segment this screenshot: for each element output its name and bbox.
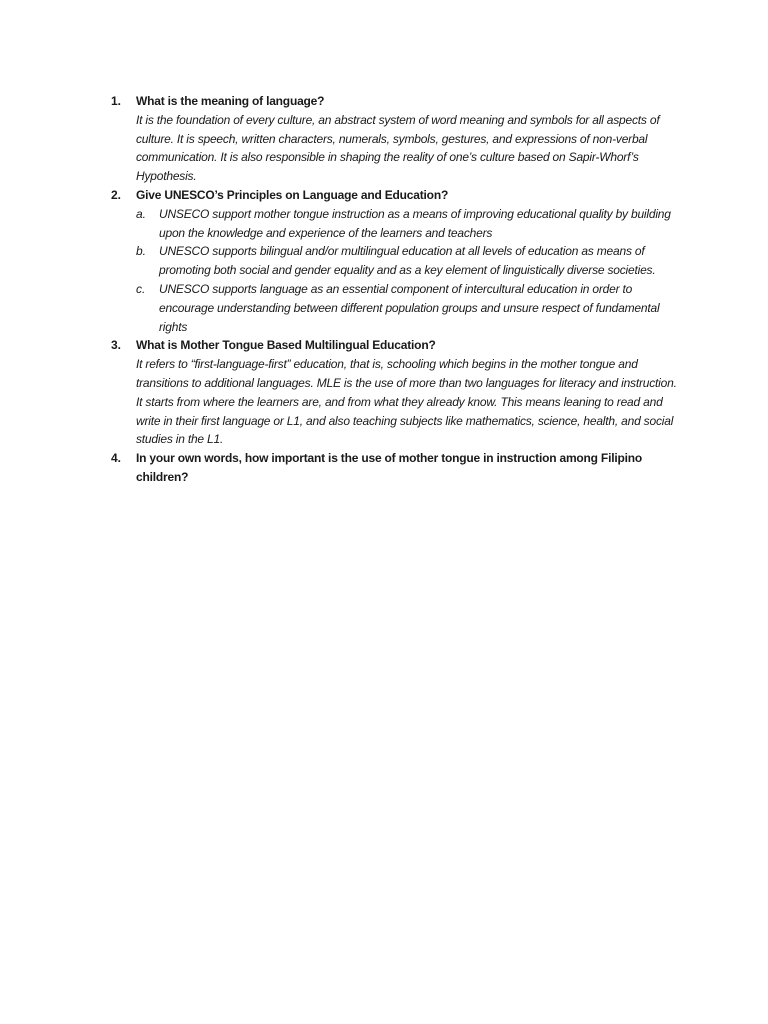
answer-text: It is the foundation of every culture, an abstract system of word meaning and symbols for all aspects of culture. It is speech, written characters, numerals, symbols, gestures, and expressions of non-verbal communication. It is also responsible in shaping the reality of one’s culture based on Sapir-Whorf’s Hypothesis. bbox=[136, 112, 660, 184]
question-number: 3. bbox=[111, 338, 122, 353]
question-number: 1. bbox=[111, 94, 122, 108]
principle-letter: b. bbox=[136, 244, 147, 259]
question-item-2 bbox=[111, 186, 681, 336]
answer-text: It refers to “first-language-first” education, that is, schooling which begins in the mother tongue and transitions to additional languages. MLE is the use of more than two languages for literacy and instruction. It starts from where the learners are, and from what they already know. This means leaning to read and write in their first language or L1, and also teaching subjects like mathematics, science, health, and social studies in the L1. bbox=[136, 357, 677, 447]
question-text: Give UNESCO’s Principles on Language and Education? bbox=[136, 187, 449, 202]
principles-list bbox=[136, 205, 681, 337]
question-list bbox=[111, 92, 681, 487]
question-text: In your own words, how important is the use of mother tongue in instruction among Filipino children? bbox=[136, 451, 642, 484]
principle-item-c bbox=[136, 280, 681, 336]
question-item-1 bbox=[111, 92, 681, 186]
principle-text: UNESCO supports bilingual and/or multilingual education at all levels of education as means of promoting both social and gender equality and as a key element of linguistically diverse societies. bbox=[159, 244, 656, 278]
question-number: 2. bbox=[111, 187, 122, 202]
principle-letter: a. bbox=[136, 206, 147, 221]
question-number: 4. bbox=[111, 451, 122, 466]
principle-item-b bbox=[136, 242, 681, 280]
principle-text: UNESCO supports language as an essential component of intercultural education in order to encourage understanding between different population groups and unsure respect of fundamental rights bbox=[159, 281, 660, 334]
principle-letter: c. bbox=[136, 281, 146, 296]
question-text: What is the meaning of language? bbox=[136, 94, 325, 108]
question-item-4 bbox=[111, 449, 681, 487]
question-item-3 bbox=[111, 336, 681, 449]
question-text: What is Mother Tongue Based Multilingual Education? bbox=[136, 338, 436, 353]
principle-text: UNSECO support mother tongue instruction as a means of improving educational quality by building upon the knowledge and experience of the learners and teachers bbox=[159, 206, 671, 240]
principle-item-a bbox=[136, 205, 681, 243]
